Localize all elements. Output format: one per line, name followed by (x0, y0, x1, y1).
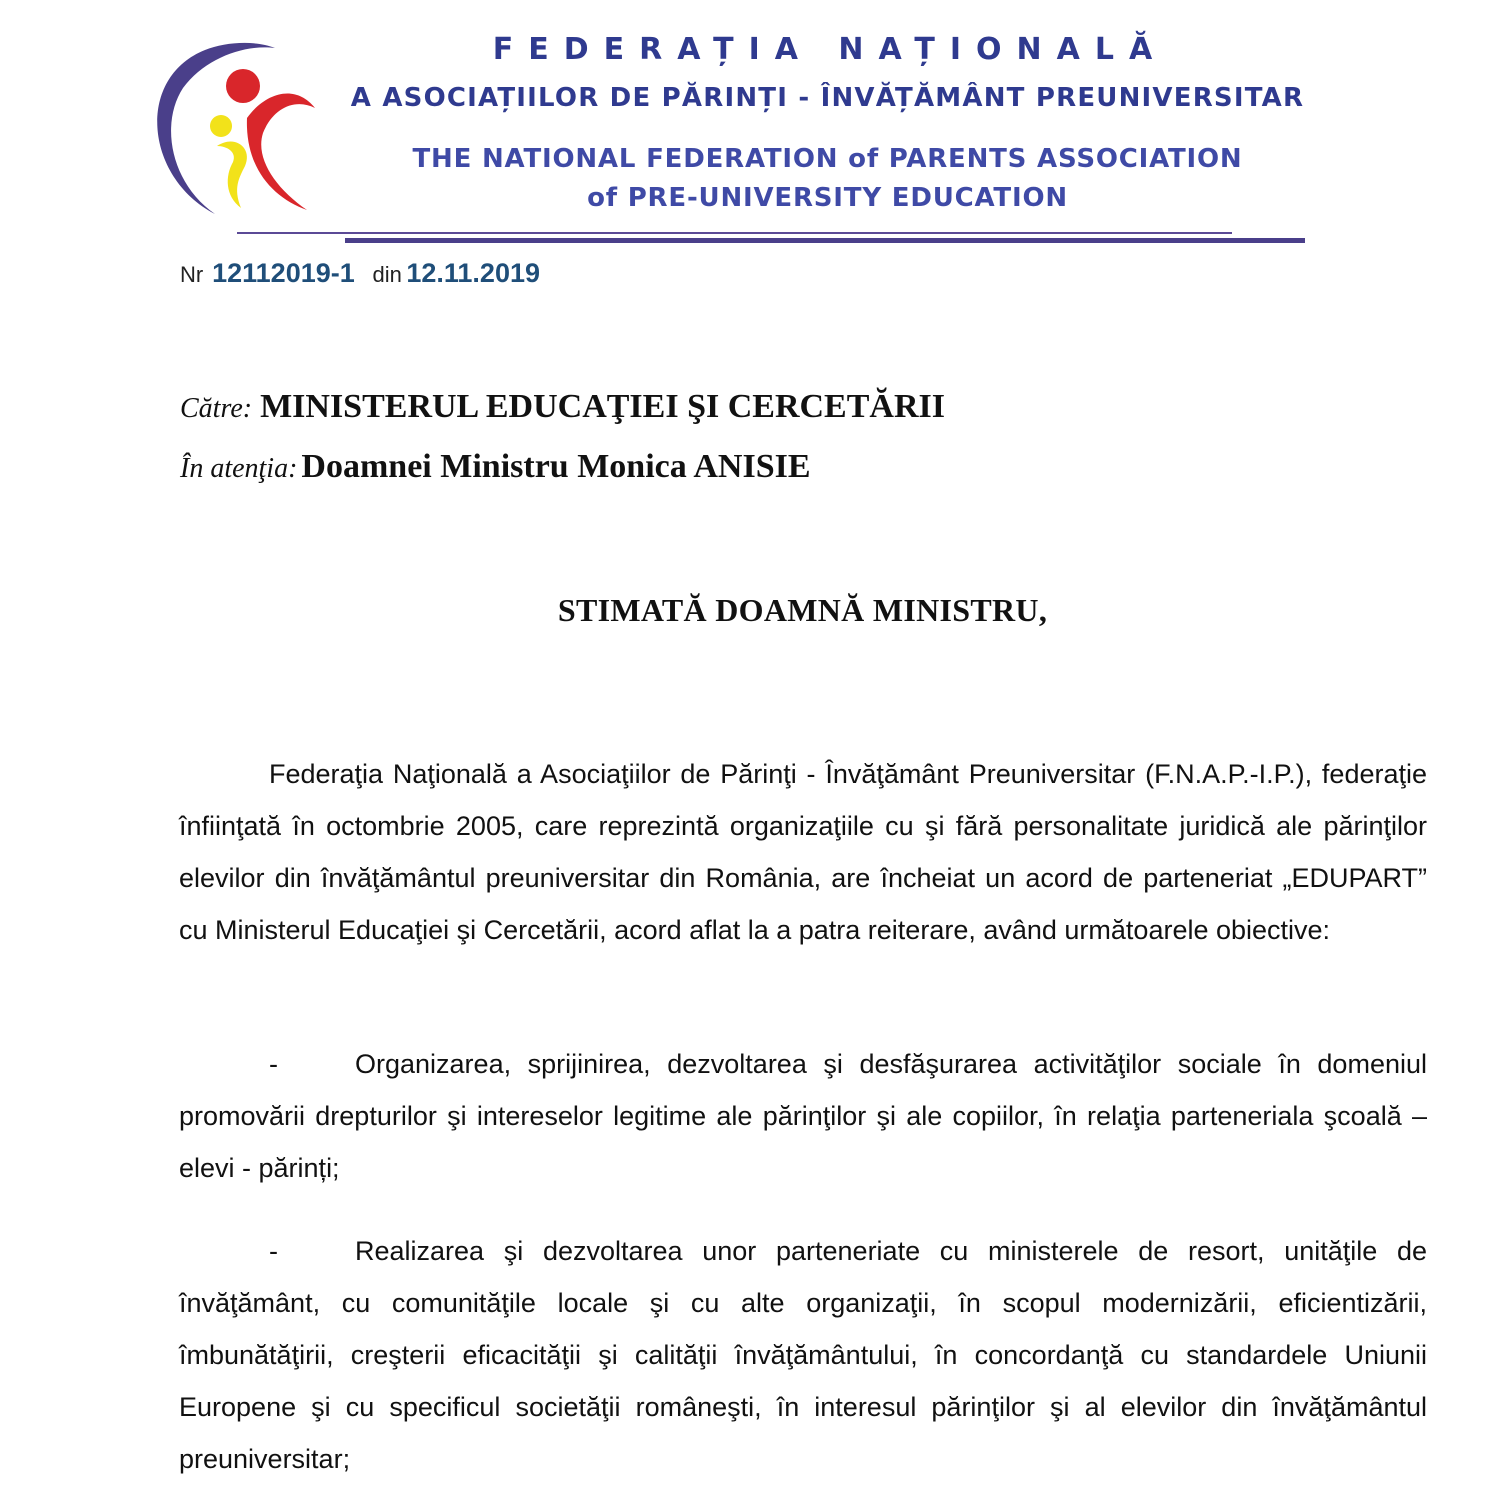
fnap-logo-icon (145, 38, 330, 223)
letterhead-divider-thick (345, 238, 1305, 243)
reference-nr-value: 12112019-1 (212, 258, 355, 288)
body-paragraph-1: Federaţia Naţională a Asociaţiilor de Părinţi - Învăţământ Preuniversitar (F.N.A.P.-I.P.), federaţie înfiinţată în octombrie 2005, care reprezintă organizaţiile cu şi fără personalitate juridică ale părinţilor elevilor din învăţământul preuniversitar din România, are încheiat un acord de parteneriat „EDUPART” cu Ministerul Educaţiei şi Cercetării, acord aflat la a patra reiterare, având următoarele obiective: (179, 759, 1427, 945)
reference-nr-label: Nr (180, 262, 204, 287)
letterhead-title-ro-line2: A ASOCIAȚIILOR DE PĂRINȚI - ÎNVĂȚĂMÂNT PREUNIVERSITAR (350, 83, 1305, 113)
reference-date-value: 12.11.2019 (406, 258, 541, 288)
bullet-text: Realizarea şi dezvoltarea unor parteneriate cu ministerele de resort, unităţile de învăţământ, cu comunităţile locale şi cu alte organizaţii, în scopul modernizării, eficientizării, îmbunătăţirii, creşterii eficacităţii şi calităţii învăţământului, în concordanţă cu standardele Uniunii Europene şi cu specificul societăţii româneşti, în interesul părinţilor şi al elevilor din învăţământul preuniversitar; (179, 1236, 1427, 1474)
addressee-attention-value: Doamnei Ministru Monica ANISIE (301, 448, 811, 485)
bullet-text: Organizarea, sprijinirea, dezvoltarea şi desfăşurarea activităţilor sociale în domeniul promovării drepturilor şi intereselor legitime ale părinţilor şi ale copiilor, în relaţia parteneriala şcoală – elevi - părinți; (179, 1049, 1427, 1183)
body-bullet-1 (179, 1038, 1427, 1194)
addressee-attention-colon: : (288, 453, 298, 484)
addressee-attention-label: În atenţia (180, 453, 289, 484)
bullet-dash: - (269, 1236, 278, 1266)
letterhead-title-ro-line1: FEDERAȚIA NAȚIONALĂ (492, 32, 1168, 67)
letterhead-title-en-line1: THE NATIONAL FEDERATION of PARENTS ASSOCIATION (412, 144, 1243, 174)
letterhead-title-en-line2: of PRE-UNIVERSITY EDUCATION (587, 183, 1068, 213)
logo-yellow-head (210, 115, 232, 137)
addressee-to-line (180, 388, 945, 426)
letterhead-divider-thin (237, 232, 1232, 234)
logo-red-body (247, 94, 315, 210)
reference-date-label: din (372, 262, 402, 287)
salutation: STIMATĂ DOAMNĂ MINISTRU, (557, 592, 1048, 628)
logo-yellow-body (217, 142, 247, 208)
addressee-to-value: MINISTERUL EDUCAŢIEI ŞI CERCETĂRII (260, 388, 945, 425)
addressee-to-label: Către (180, 393, 243, 424)
addressee-to-colon: : (242, 393, 253, 424)
addressee-attention-line (180, 448, 811, 486)
body-bullet-2 (179, 1225, 1427, 1485)
logo-red-head (226, 69, 260, 103)
reference-line (180, 258, 540, 289)
bullet-dash: - (269, 1049, 278, 1079)
